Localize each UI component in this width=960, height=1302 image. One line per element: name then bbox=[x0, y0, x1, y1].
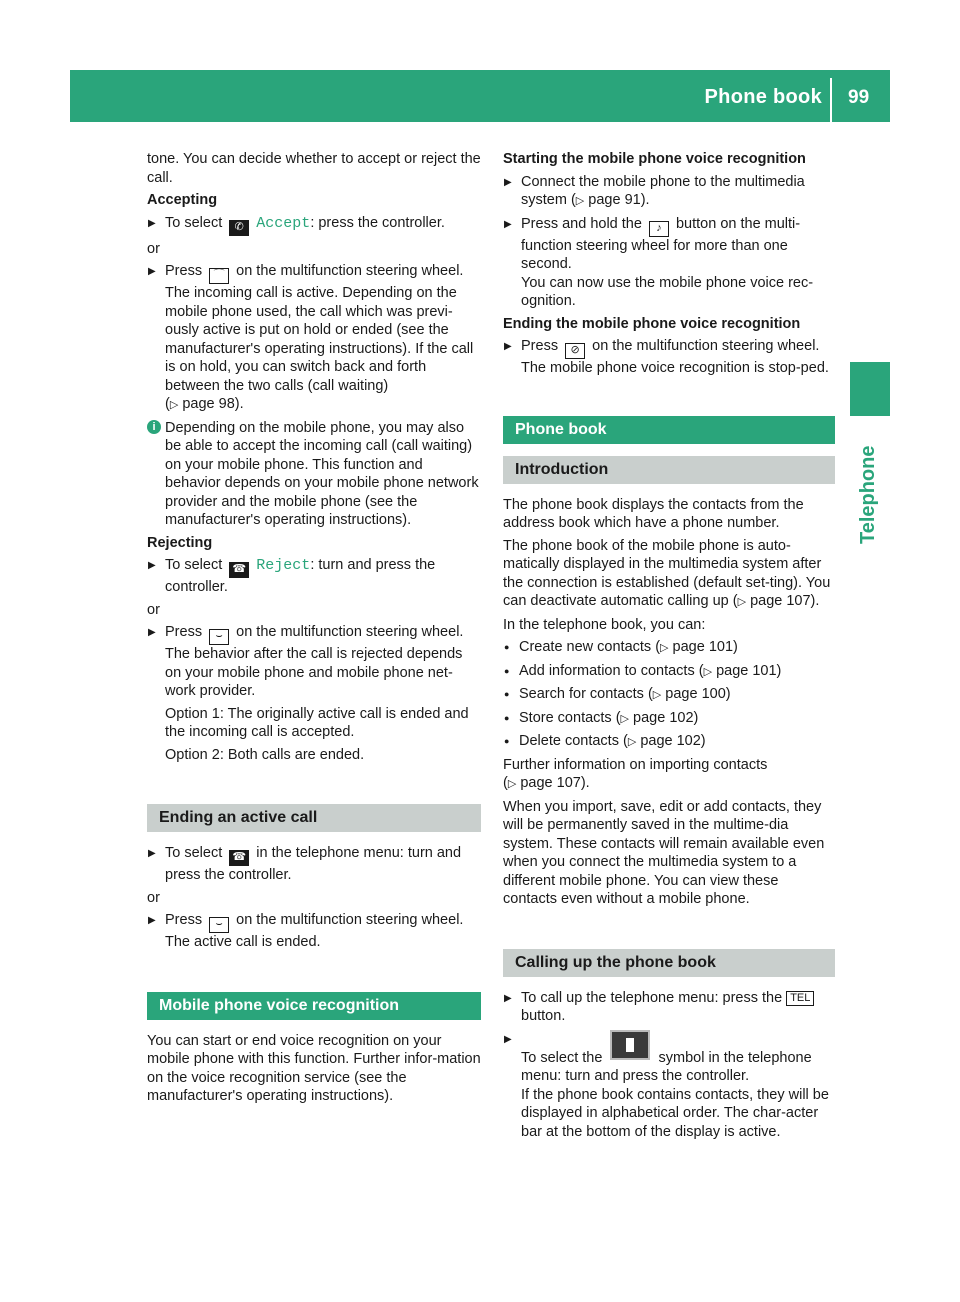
end-call-icon: ☎ bbox=[229, 850, 249, 866]
phone-pickup-icon: ⌒ bbox=[209, 268, 229, 284]
step-text: button. bbox=[521, 1008, 566, 1024]
step-text: on the multifunction steering wheel. bbox=[236, 624, 464, 640]
side-tab-marker bbox=[850, 362, 890, 416]
voice-off-icon: ⊘ bbox=[565, 343, 585, 359]
left-column bbox=[147, 150, 481, 1110]
step-text: To select bbox=[165, 214, 223, 231]
page-ref-arrow-icon: ▷ bbox=[737, 596, 747, 608]
step-text: Press bbox=[521, 338, 559, 354]
accept-press-step: ▶ Press ⌒ on the multifunction steering wheel. The incoming call is active. Depending on the mobile phone used, the call which was previ-ously active is put on hold or ended (see the manufacturer's operating instructions). If the call is on hold, you can switch back and forth between the two calls (call waiting) (▷ page 98). bbox=[147, 262, 481, 415]
accept-menu-item: Accept bbox=[256, 214, 311, 232]
page-ref-arrow-icon: ▷ bbox=[660, 642, 669, 654]
mpvr-heading: Mobile phone voice recognition bbox=[147, 992, 481, 1020]
step-text: To select bbox=[165, 845, 223, 861]
end-press-step bbox=[147, 911, 481, 952]
list-item bbox=[503, 709, 835, 729]
page-ref: page 102) bbox=[640, 733, 706, 749]
list-item bbox=[503, 685, 835, 705]
page-ref-arrow-icon: ▷ bbox=[627, 736, 637, 748]
accept-call-icon: ✆ bbox=[229, 220, 249, 236]
introduction-heading: Introduction bbox=[503, 456, 835, 484]
page-ref-arrow-icon: ▷ bbox=[575, 195, 585, 207]
page-ref: page 98). bbox=[182, 396, 244, 412]
page-number: 99 bbox=[848, 87, 870, 108]
list-item bbox=[503, 662, 835, 682]
import-paragraph: When you import, save, edit or add contacts, they will be permanently saved in the multime-dia system. These contacts will remain available even when you connect the multimedia system to a different mobile phone. You can view these contacts even without a mobile phone. bbox=[503, 798, 825, 907]
result-text: You can now use the mobile phone voice rec-ognition. bbox=[521, 274, 814, 309]
page-ref: page 101) bbox=[716, 662, 782, 679]
step-text: Press bbox=[165, 912, 203, 928]
page-ref-arrow-icon: ▷ bbox=[652, 689, 662, 701]
start-step-1 bbox=[503, 173, 835, 211]
info-text: Depending on the mobile phone, you may also be able to accept the incoming call (call waiting) on your mobile phone. This function and behavior depends on your mobile phone network provider and the mobile phone (see the manufacturer's operating instructions). bbox=[165, 419, 479, 528]
bullet-text: Search for contacts ( bbox=[519, 686, 653, 702]
side-tab-label: Telephone bbox=[857, 445, 879, 544]
ending-active-call-heading: Ending an active call bbox=[147, 804, 481, 832]
phone-hangup-icon: ⌣ bbox=[209, 917, 229, 933]
result-text: The active call is ended. bbox=[165, 934, 321, 950]
step-text: Connect the mobile phone to the multimedia system ( bbox=[521, 173, 805, 208]
step-text: on the multifunction steering wheel. bbox=[592, 338, 820, 354]
intro-text: tone. You can decide whether to accept or reject the call. bbox=[147, 151, 481, 186]
reject-step bbox=[147, 556, 481, 597]
step-text: in the telephone menu: turn and press the controller. bbox=[165, 845, 462, 883]
tel-button-label: TEL bbox=[786, 991, 814, 1006]
option-1: Option 1: The originally active call is ended and the incoming call is accepted. bbox=[165, 705, 469, 740]
start-step-2 bbox=[503, 215, 835, 311]
call-step-2 bbox=[503, 1030, 835, 1142]
page-header bbox=[70, 70, 890, 122]
start-vr-heading: Starting the mobile phone voice recognition bbox=[503, 151, 806, 167]
step-text: Press and hold the bbox=[521, 215, 642, 232]
page-ref: page 101) bbox=[672, 639, 738, 655]
step-text: To call up the telephone menu: press the bbox=[521, 989, 783, 1006]
voice-control-icon: ♪ bbox=[649, 221, 669, 237]
phone-book-heading: Phone book bbox=[503, 416, 835, 444]
info-icon: i bbox=[147, 420, 161, 434]
step-text: symbol in the telephone menu: turn and press the controller. bbox=[521, 1049, 812, 1084]
step-text: on the multifunction steering wheel. bbox=[236, 263, 464, 279]
list-item bbox=[503, 638, 835, 658]
paragraph-text: The phone book of the mobile phone is auto-matically displayed in the multimedia system after the connection is established (default set-ting). You can deactivate automatic calling up bbox=[503, 537, 831, 609]
page-ref: page 107). bbox=[520, 775, 590, 791]
further-info: Further information on importing contacts (▷ page 107). bbox=[503, 756, 768, 791]
or-text: or bbox=[147, 240, 160, 257]
intro-p1: The phone book displays the contacts from the address book which have a phone number. bbox=[503, 496, 804, 531]
page-ref: page 107). bbox=[750, 593, 820, 609]
step-text: button on the multi-function steering wheel for more than one second. bbox=[521, 215, 801, 272]
bullet-text: Delete contacts ( bbox=[519, 733, 628, 749]
end-step bbox=[147, 844, 481, 885]
step-text: on the multifunction steering wheel. bbox=[236, 912, 464, 928]
page-ref: page 100) bbox=[665, 686, 731, 702]
call-step-1 bbox=[503, 989, 835, 1026]
intro-p3: In the telephone book, you can: bbox=[503, 616, 706, 633]
result-text: If the phone book contains contacts, they will be displayed in alphabetical order. The char-acter bar at the bottom of the display is active. bbox=[521, 1086, 829, 1140]
end-vr-heading: Ending the mobile phone voice recognition bbox=[503, 315, 801, 332]
or-text: or bbox=[147, 601, 160, 618]
phone-book-icon bbox=[610, 1030, 650, 1060]
page-ref-arrow-icon: ▷ bbox=[703, 665, 713, 678]
calling-up-heading: Calling up the phone book bbox=[503, 949, 835, 977]
step-text: Press bbox=[165, 263, 203, 279]
result-text: The mobile phone voice recognition is stop-ped. bbox=[521, 360, 829, 376]
bullet-text: Create new contacts ( bbox=[519, 639, 661, 655]
option-2: Option 2: Both calls are ended. bbox=[165, 746, 365, 763]
paragraph-text: Further information on importing contacts bbox=[503, 756, 768, 773]
intro-p2: The phone book of the mobile phone is auto-matically displayed in the multimedia system after the connection is established (default set-ting). You can deactivate automatic calling up (▷ page 107). bbox=[503, 537, 831, 609]
result-text: The behavior after the call is rejected depends on your mobile phone and mobile phone net-work provider. bbox=[165, 646, 463, 699]
page-ref: page 91). bbox=[588, 192, 650, 208]
result-text: The incoming call is active. Depending on the mobile phone used, the call which was previ-ously active is put on hold or ended (see the manufacturer's operating instructions). If the call is on hold, you can switch back and forth between the two calls (call waiting) bbox=[165, 285, 474, 394]
header-title: Phone book bbox=[704, 86, 822, 108]
page-ref-arrow-icon: ▷ bbox=[169, 399, 179, 411]
step-text: To select bbox=[165, 557, 223, 573]
info-note bbox=[147, 419, 481, 530]
accepting-heading: Accepting bbox=[147, 192, 218, 208]
reject-call-icon: ☎ bbox=[229, 562, 249, 578]
or-text: or bbox=[147, 889, 160, 906]
page-ref: page 102) bbox=[633, 709, 699, 726]
page-ref-arrow-icon: ▷ bbox=[507, 778, 517, 790]
accept-step bbox=[147, 214, 481, 236]
rejecting-heading: Rejecting bbox=[147, 534, 213, 551]
end-vr-step bbox=[503, 337, 835, 378]
phone-hangup-icon: ⌣ bbox=[209, 629, 229, 645]
step-text: To select the bbox=[521, 1049, 603, 1066]
right-column bbox=[503, 150, 835, 1145]
reject-press-step bbox=[147, 623, 481, 701]
reject-menu-item: Reject bbox=[256, 557, 311, 574]
step-text: Press bbox=[165, 624, 203, 640]
bullet-text: Add information to contacts ( bbox=[519, 662, 704, 679]
step-text: : turn and press the controller. bbox=[165, 557, 436, 595]
bullet-text: Store contacts ( bbox=[519, 709, 621, 726]
page-ref-arrow-icon: ▷ bbox=[620, 712, 630, 725]
list-item bbox=[503, 732, 835, 752]
step-text: : press the controller. bbox=[310, 214, 445, 231]
mpvr-text: You can start or end voice recognition on your mobile phone with this function. Further infor-mation on the voice recognition service (see the manufacturer's operating instructions). bbox=[147, 1032, 481, 1104]
header-divider bbox=[830, 78, 832, 122]
